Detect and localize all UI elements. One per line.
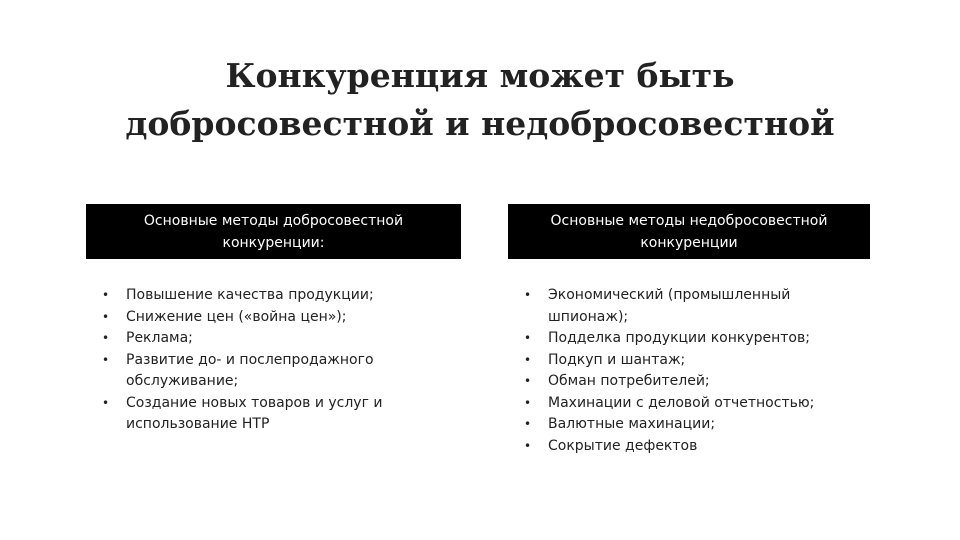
- fair-methods-list: [86, 285, 461, 436]
- bullet-icon: •: [524, 288, 532, 302]
- unfair-header-line-1: Основные методы недобросовестной: [550, 213, 828, 229]
- list-item: [508, 414, 870, 436]
- bullet-icon: •: [102, 395, 110, 410]
- bullet-icon: •: [524, 352, 532, 367]
- list-item: [508, 350, 870, 372]
- list-item-text: Развитие до- и послепродажного обслуживание;: [126, 351, 374, 389]
- list-item-text: Повышение качества продукции;: [126, 287, 374, 303]
- list-item: [508, 328, 870, 350]
- title-line-2: добросовестной и недобросовестной: [125, 104, 835, 144]
- bullet-icon: •: [524, 395, 532, 410]
- title-line-1: Конкуренция может быть: [225, 56, 735, 96]
- list-item-text: Подделка продукции конкурентов;: [548, 330, 810, 346]
- fair-competition-column: [86, 204, 461, 436]
- list-item: [86, 328, 461, 350]
- list-item: [86, 307, 461, 329]
- bullet-icon: •: [524, 438, 532, 453]
- list-item-text: Экономический (промышленный шпионаж);: [548, 287, 791, 325]
- list-item-text: Сокрытие дефектов: [548, 437, 698, 454]
- list-item-text: Реклама;: [126, 330, 193, 346]
- unfair-methods-header: [508, 204, 870, 259]
- list-item: [86, 350, 461, 393]
- fair-header-line-1: Основные методы добросовестной: [143, 213, 404, 229]
- list-item: [508, 436, 870, 458]
- bullet-icon: •: [524, 374, 532, 388]
- bullet-icon: •: [524, 417, 532, 431]
- bullet-icon: •: [102, 288, 110, 302]
- list-item: [508, 371, 870, 393]
- fair-methods-header: [86, 204, 461, 259]
- unfair-header-line-2: конкуренции: [640, 235, 738, 251]
- list-item: [86, 393, 461, 436]
- list-item-text: Создание новых товаров и услуг и использование НТР: [126, 394, 383, 432]
- bullet-icon: •: [102, 352, 110, 367]
- list-item: [86, 285, 461, 307]
- list-item-text: Подкуп и шантаж;: [548, 351, 686, 368]
- list-item: [508, 393, 870, 415]
- bullet-icon: •: [102, 309, 110, 324]
- list-item-text: Валютные махинации;: [548, 416, 716, 432]
- list-item-text: Обман потребителей;: [548, 373, 710, 389]
- list-item: [508, 285, 870, 328]
- slide-title: [60, 52, 900, 148]
- unfair-competition-column: [508, 204, 870, 457]
- list-item-text: Махинации с деловой отчетностью;: [548, 394, 815, 411]
- list-item-text: Снижение цен («война цен»);: [126, 308, 347, 325]
- unfair-methods-list: [508, 285, 870, 457]
- bullet-icon: •: [524, 331, 532, 345]
- fair-header-line-2: конкуренции:: [222, 235, 325, 251]
- bullet-icon: •: [102, 331, 110, 345]
